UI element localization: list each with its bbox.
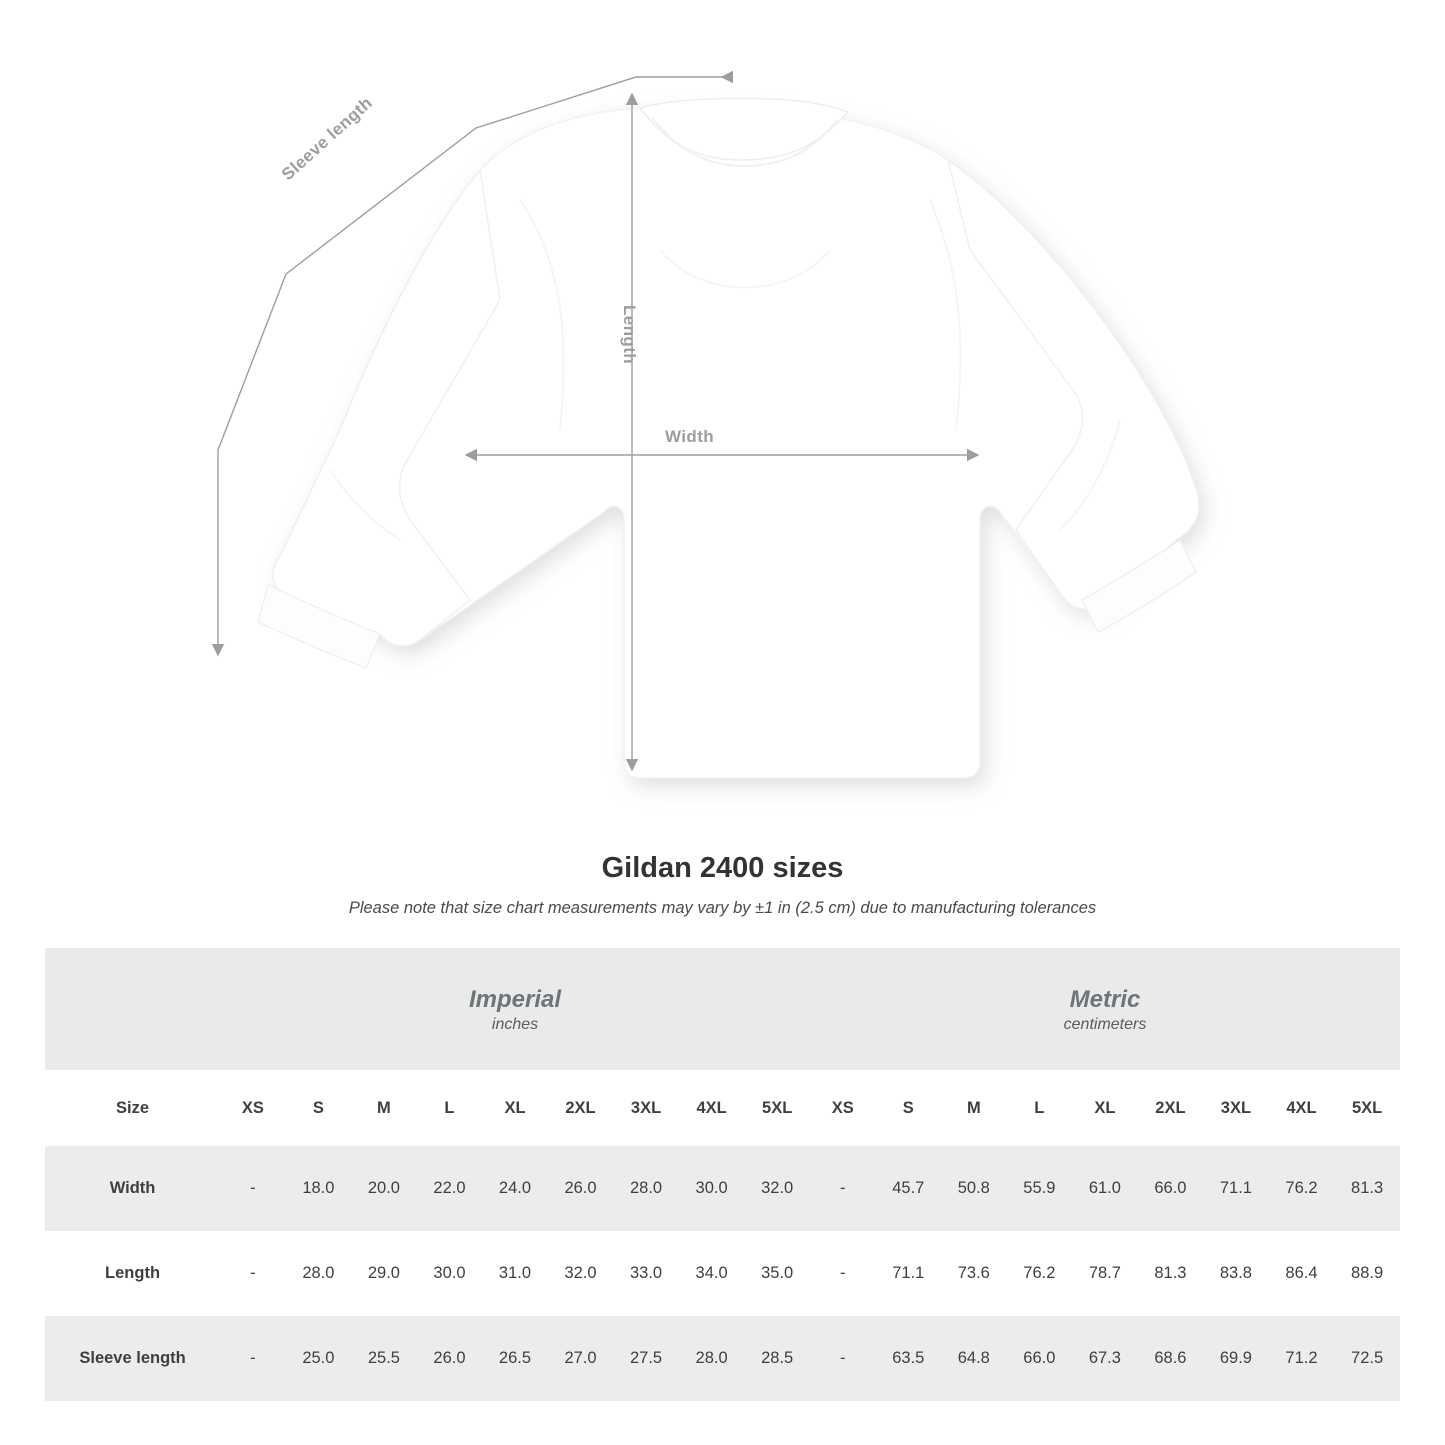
cell-length-imperial-xl: 31.0 (482, 1231, 548, 1316)
size-col-imperial-l: L (417, 1070, 483, 1146)
tolerance-note: Please note that size chart measurements may vary by ±1 in (2.5 cm) due to manufacturing tolerances (348, 899, 1097, 917)
cell-sleeve-imperial-5xl: 28.5 (744, 1316, 810, 1401)
cell-sleeve-imperial-m: 25.5 (351, 1316, 417, 1401)
cell-length-metric-3xl: 83.8 (1203, 1231, 1269, 1316)
cell-sleeve-imperial-xl: 26.5 (482, 1316, 548, 1401)
cell-width-metric-5xl: 81.3 (1334, 1146, 1400, 1231)
size-col-metric-5xl: 5XL (1334, 1070, 1400, 1146)
cell-width-metric-m: 50.8 (941, 1146, 1007, 1231)
cell-sleeve-imperial-2xl: 27.0 (548, 1316, 614, 1401)
cell-width-imperial-xs: - (220, 1146, 286, 1231)
cell-width-imperial-s: 18.0 (286, 1146, 352, 1231)
unit-header-spacer (45, 948, 220, 1070)
cell-sleeve-imperial-s: 25.0 (286, 1316, 352, 1401)
size-col-metric-l: L (1007, 1070, 1073, 1146)
unit-group-imperial-name: Imperial (469, 985, 562, 1013)
size-col-imperial-4xl: 4XL (679, 1070, 745, 1146)
cell-length-metric-4xl: 86.4 (1269, 1231, 1335, 1316)
cell-length-imperial-m: 29.0 (351, 1231, 417, 1316)
size-col-imperial-m: M (351, 1070, 417, 1146)
cell-width-metric-4xl: 76.2 (1269, 1146, 1335, 1231)
cell-sleeve-metric-m: 64.8 (941, 1316, 1007, 1401)
row-label-width: Width (45, 1146, 220, 1231)
table-row (45, 1231, 1400, 1316)
cell-length-metric-5xl: 88.9 (1334, 1231, 1400, 1316)
size-table-wrap (0, 948, 1445, 1401)
size-table (45, 948, 1400, 1401)
cell-sleeve-metric-4xl: 71.2 (1269, 1316, 1335, 1401)
cell-length-imperial-3xl: 33.0 (613, 1231, 679, 1316)
cell-sleeve-metric-xl: 67.3 (1072, 1316, 1138, 1401)
row-label-length: Length (45, 1231, 220, 1316)
cell-length-metric-l: 76.2 (1007, 1231, 1073, 1316)
unit-group-metric (810, 948, 1400, 1070)
size-header-label: Size (45, 1070, 220, 1146)
cell-width-metric-3xl: 71.1 (1203, 1146, 1269, 1231)
table-row (45, 1316, 1400, 1401)
size-header-row (45, 1070, 1400, 1146)
size-col-metric-4xl: 4XL (1269, 1070, 1335, 1146)
cell-length-imperial-xs: - (220, 1231, 286, 1316)
cell-length-metric-2xl: 81.3 (1138, 1231, 1204, 1316)
page-title: Gildan 2400 sizes (601, 852, 844, 884)
unit-header-row (45, 948, 1400, 1070)
cell-sleeve-metric-2xl: 68.6 (1138, 1316, 1204, 1401)
cell-length-metric-s: 71.1 (876, 1231, 942, 1316)
size-col-imperial-5xl: 5XL (744, 1070, 810, 1146)
cell-width-imperial-5xl: 32.0 (744, 1146, 810, 1231)
cell-sleeve-metric-s: 63.5 (876, 1316, 942, 1401)
cell-length-imperial-s: 28.0 (286, 1231, 352, 1316)
cell-width-imperial-3xl: 28.0 (613, 1146, 679, 1231)
cell-width-imperial-xl: 24.0 (482, 1146, 548, 1231)
cell-width-metric-xl: 61.0 (1072, 1146, 1138, 1231)
size-col-metric-s: S (876, 1070, 942, 1146)
cell-sleeve-imperial-l: 26.0 (417, 1316, 483, 1401)
size-col-metric-xl: XL (1072, 1070, 1138, 1146)
unit-group-metric-name: Metric (1069, 985, 1141, 1013)
size-col-imperial-xl: XL (482, 1070, 548, 1146)
cell-sleeve-imperial-4xl: 28.0 (679, 1316, 745, 1401)
size-col-metric-xs: XS (810, 1070, 876, 1146)
cell-width-metric-l: 55.9 (1007, 1146, 1073, 1231)
cell-length-imperial-5xl: 35.0 (744, 1231, 810, 1316)
size-col-metric-3xl: 3XL (1203, 1070, 1269, 1146)
size-col-imperial-s: S (286, 1070, 352, 1146)
unit-group-imperial (220, 948, 810, 1070)
cell-sleeve-metric-3xl: 69.9 (1203, 1316, 1269, 1401)
cell-length-imperial-4xl: 34.0 (679, 1231, 745, 1316)
title-block (0, 852, 1445, 918)
size-col-imperial-3xl: 3XL (613, 1070, 679, 1146)
size-col-metric-m: M (941, 1070, 1007, 1146)
cell-sleeve-metric-5xl: 72.5 (1334, 1316, 1400, 1401)
cell-width-metric-2xl: 66.0 (1138, 1146, 1204, 1231)
cell-length-imperial-2xl: 32.0 (548, 1231, 614, 1316)
cell-length-metric-m: 73.6 (941, 1231, 1007, 1316)
size-col-metric-2xl: 2XL (1138, 1070, 1204, 1146)
cell-length-imperial-l: 30.0 (417, 1231, 483, 1316)
cell-length-metric-xl: 78.7 (1072, 1231, 1138, 1316)
cell-sleeve-metric-l: 66.0 (1007, 1316, 1073, 1401)
cell-length-metric-xs: - (810, 1231, 876, 1316)
cell-sleeve-metric-xs: - (810, 1316, 876, 1401)
size-col-imperial-2xl: 2XL (548, 1070, 614, 1146)
length-label: Length (620, 305, 639, 365)
cell-width-metric-xs: - (810, 1146, 876, 1231)
cell-width-imperial-l: 22.0 (417, 1146, 483, 1231)
cell-sleeve-imperial-xs: - (220, 1316, 286, 1401)
sleeve-length-label: Sleeve length (278, 93, 377, 185)
unit-group-imperial-unit: inches (491, 1016, 539, 1034)
unit-group-metric-unit: centimeters (1063, 1016, 1147, 1034)
size-col-imperial-xs: XS (220, 1070, 286, 1146)
cell-width-imperial-2xl: 26.0 (548, 1146, 614, 1231)
cell-width-imperial-m: 20.0 (351, 1146, 417, 1231)
cell-width-metric-s: 45.7 (876, 1146, 942, 1231)
cell-sleeve-imperial-3xl: 27.5 (613, 1316, 679, 1401)
row-label-sleeve-length: Sleeve length (45, 1316, 220, 1401)
width-label: Width (665, 427, 715, 446)
table-row (45, 1146, 1400, 1231)
cell-width-imperial-4xl: 30.0 (679, 1146, 745, 1231)
